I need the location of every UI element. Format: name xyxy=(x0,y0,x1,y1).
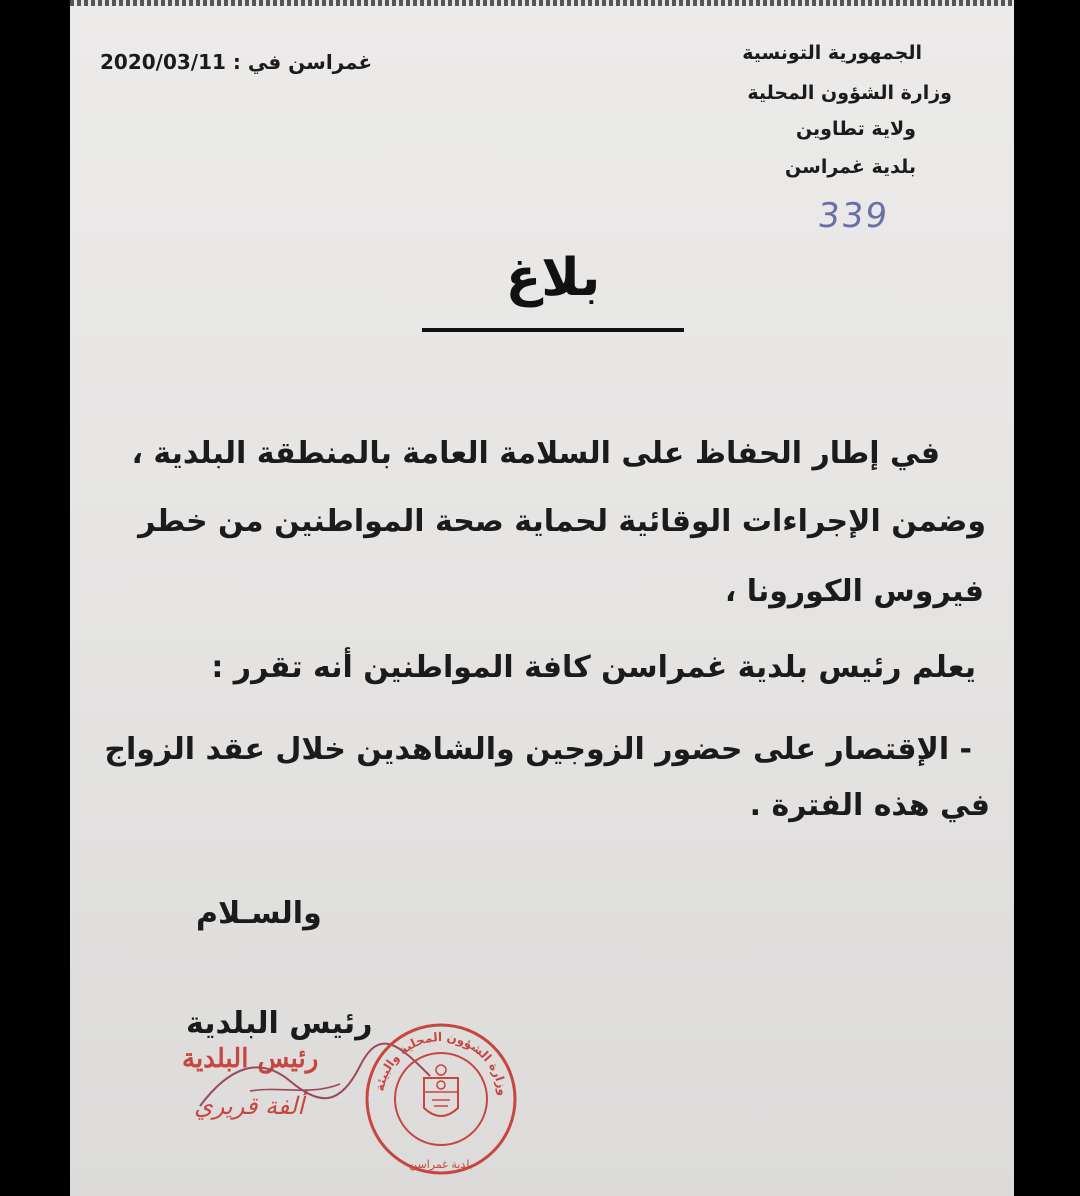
body-line-4: يعلم رئيس بلدية غمراسن كافة المواطنين أنه تقرر : xyxy=(211,650,976,685)
signature-name: ألفة قريري xyxy=(194,1092,305,1120)
document-date: غمراسن في : 2020/03/11 xyxy=(100,50,373,74)
stamp-bottom-text: بلدية غمراسن xyxy=(409,1158,473,1171)
body-line-2: وضمن الإجراءات الوقائية لحماية صحة المواطنين من خطر xyxy=(138,504,986,539)
header-municipality: بلدية غمراسن xyxy=(785,156,916,178)
header-governorate: ولاية تطاوين xyxy=(795,118,916,140)
official-stamp xyxy=(362,1020,520,1178)
header-ministry: وزارة الشؤون المحلية xyxy=(747,82,952,104)
closing-salutation: والسـلام xyxy=(196,896,322,931)
coat-of-arms-icon xyxy=(424,1065,458,1116)
title-underline xyxy=(422,328,684,332)
body-line-1: في إطار الحفاظ على السلامة العامة بالمنطقة البلدية ، xyxy=(131,436,940,471)
header-republic: الجمهورية التونسية xyxy=(742,42,922,64)
body-line-6: في هذه الفترة . xyxy=(749,788,990,823)
document-title: بلاغ xyxy=(505,248,601,308)
perforated-edge xyxy=(70,0,1014,6)
reference-number: 339 xyxy=(815,196,892,236)
body-line-5: - الإقتصار على حضور الزوجين والشاهدين خلال عقد الزواج xyxy=(104,732,972,767)
signature-title: رئيس البلدية xyxy=(186,1006,373,1041)
document-page xyxy=(70,0,1014,1196)
stamp-ring-text: وزارة الشؤون المحلية والبيئة xyxy=(372,1029,510,1097)
signature-stamp-title: رئيس البلدية xyxy=(182,1044,319,1074)
body-line-3: فيروس الكورونا ، xyxy=(724,574,984,609)
